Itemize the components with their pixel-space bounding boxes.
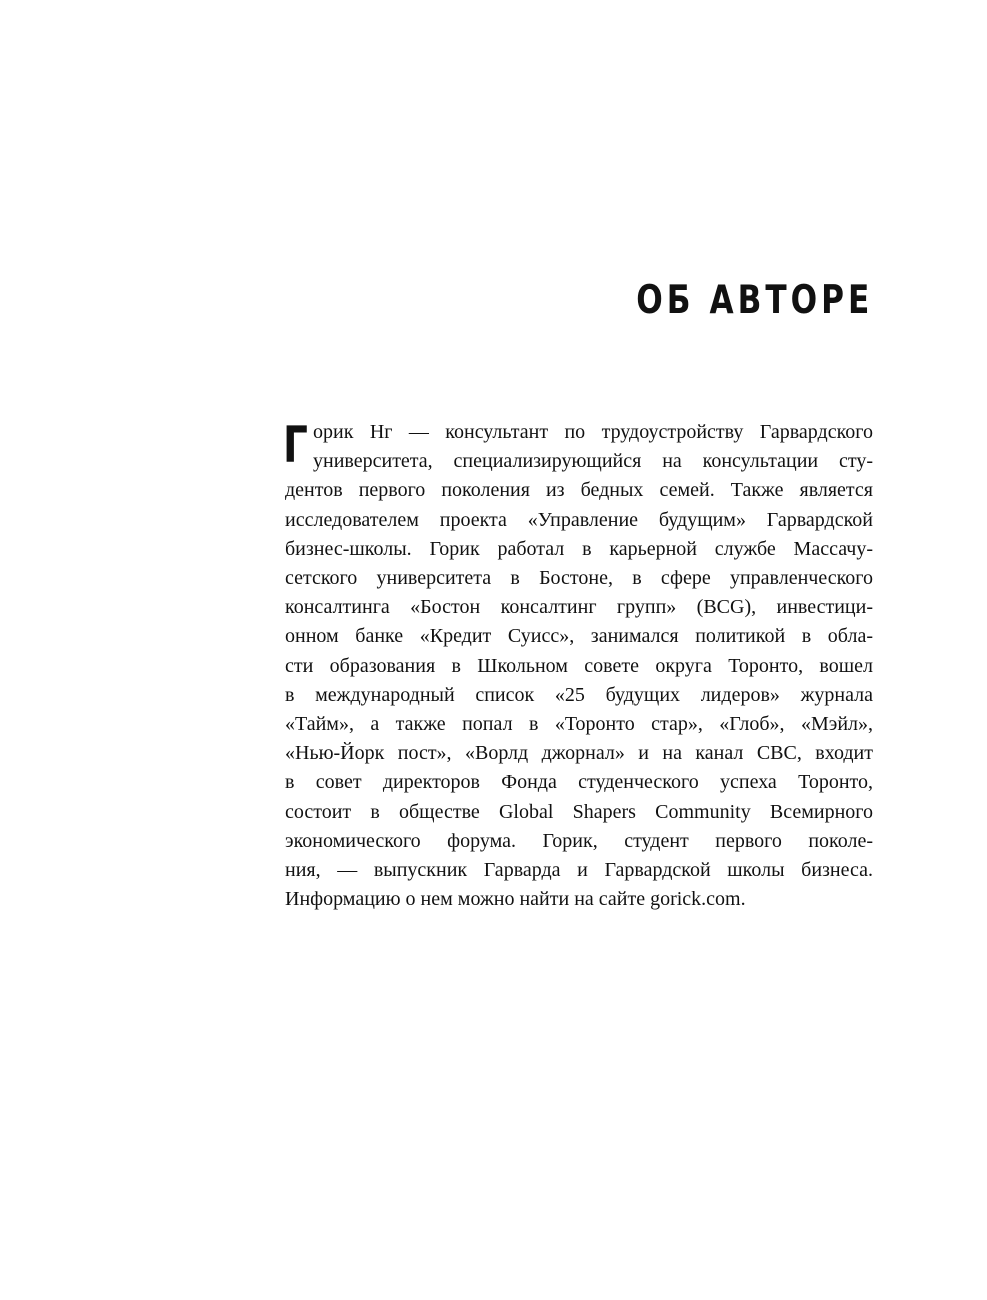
bio-line: «Тайм», а также попал в «Торонто стар», «Глоб», «Мэйл», [285, 713, 873, 736]
bio-line: экономического форума. Горик, студент первого поколе- [285, 829, 873, 852]
author-bio [285, 418, 873, 914]
bio-line: в совет директоров Фонда студенческого успеха Торонто, [285, 771, 873, 794]
bio-line: бизнес-школы. Горик работал в карьерной службе Массачу- [285, 537, 873, 560]
section-title: ОБ АВТОРЕ [635, 278, 873, 323]
bio-line: «Нью-Йорк пост», «Ворлд джорнал» и на канал CBC, входит [285, 742, 873, 765]
bio-line: орик Нг — консультант по трудоустройству Гарвардского [313, 421, 873, 443]
bio-line: сти образования в Школьном совете округа Торонто, вошел [285, 654, 873, 677]
bio-line: онном банке «Кредит Суисс», занимался политикой в обла- [285, 625, 873, 648]
bio-line: состоит в обществе Global Shapers Community Всемирного [285, 800, 873, 823]
bio-line: дентов первого поколения из бедных семей. Также является [285, 479, 873, 502]
bio-line: в международный список «25 будущих лидеров» журнала [285, 683, 873, 706]
bio-line: исследователем проекта «Управление будущим» Гарвардской [285, 508, 873, 531]
drop-cap-letter: Г [283, 416, 308, 474]
bio-line: университета, специализирующийся на консультации сту- [313, 450, 873, 473]
bio-line: консалтинга «Бостон консалтинг групп» (BCG), инвестици- [285, 596, 873, 619]
bio-line: Информацию о нем можно найти на сайте gorick.com. [285, 888, 746, 911]
bio-line: ния, — выпускник Гарварда и Гарвардской школы бизнеса. [285, 859, 873, 882]
bio-line: сетского университета в Бостоне, в сфере управленческого [285, 567, 873, 590]
